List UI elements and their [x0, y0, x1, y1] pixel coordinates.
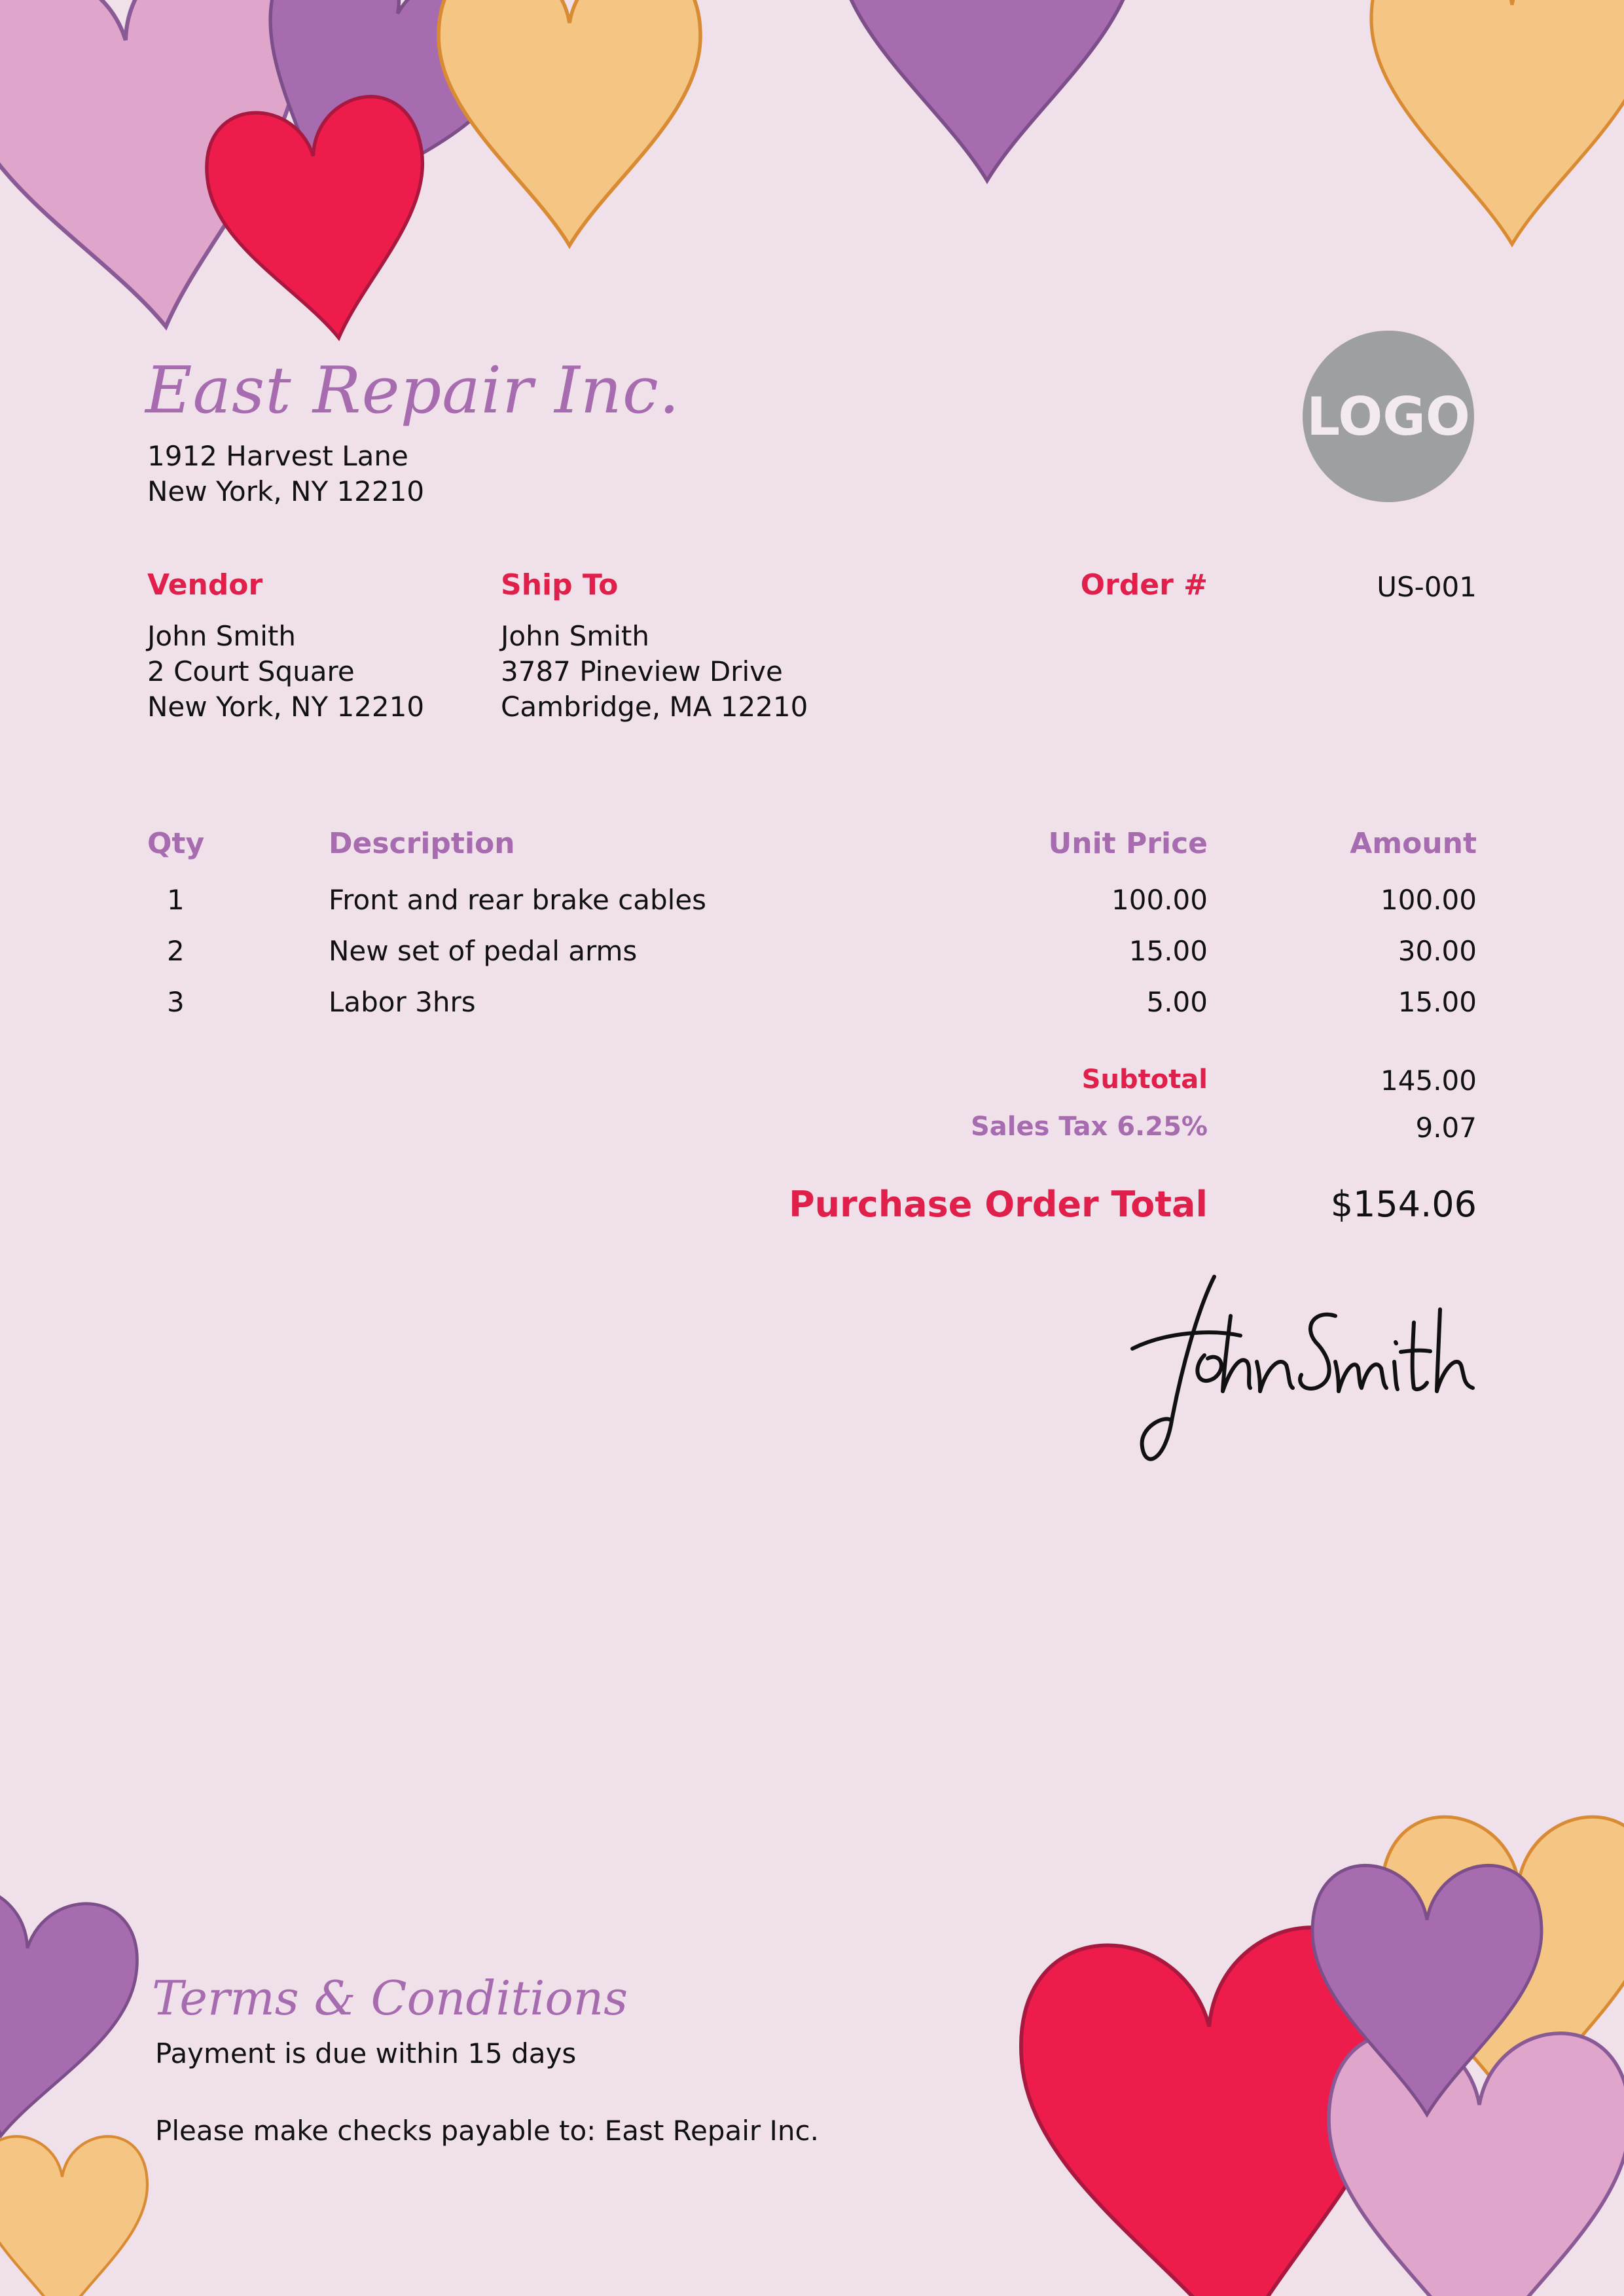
row-description: New set of pedal arms: [329, 935, 638, 967]
order-number-value: US-001: [1377, 571, 1477, 603]
heart-icon: [0, 2136, 147, 2296]
heart-icon: [439, 0, 700, 246]
company-address: [147, 439, 424, 509]
heart-icon: [0, 1880, 145, 2151]
heart-icon: [1312, 1865, 1542, 2115]
sales-tax-value: 9.07: [1415, 1112, 1477, 1144]
order-total-label: Purchase Order Total: [789, 1184, 1208, 1225]
company-address-line2: New York, NY 12210: [147, 475, 425, 507]
terms-line2: Please make checks payable to: East Repair Inc.: [155, 2115, 819, 2147]
subtotal-label: Subtotal: [1081, 1065, 1208, 1095]
heart-icon: [208, 0, 534, 255]
col-header-amount: Amount: [1350, 827, 1477, 860]
row-amount: 15.00: [1398, 986, 1477, 1018]
row-unit-price: 100.00: [1111, 884, 1208, 916]
col-header-unit-price: Unit Price: [1048, 827, 1208, 860]
col-header-description: Description: [329, 827, 515, 860]
order-total-value: $154.06: [1330, 1184, 1477, 1225]
heart-icon: [1371, 0, 1624, 244]
company-logo: LOGO: [1303, 331, 1474, 502]
terms-line1: Payment is due within 15 days: [155, 2037, 577, 2069]
row-qty: 3: [167, 986, 185, 1018]
vendor-line1: 2 Court Square: [147, 655, 355, 687]
row-qty: 1: [167, 884, 185, 916]
order-number-label: Order #: [1080, 568, 1208, 602]
row-qty: 2: [167, 935, 185, 967]
row-amount: 30.00: [1398, 935, 1477, 967]
row-unit-price: 5.00: [1146, 986, 1208, 1018]
heart-icon: [1381, 1817, 1624, 2116]
heart-icon: [1012, 1920, 1426, 2296]
heart-icon: [0, 0, 334, 350]
ship-to-line2: Cambridge, MA 12210: [501, 691, 808, 723]
vendor-name: John Smith: [147, 620, 297, 652]
row-amount: 100.00: [1380, 884, 1477, 916]
row-description: Labor 3hrs: [329, 986, 476, 1018]
heart-icon: [1329, 2033, 1624, 2296]
row-description: Front and rear brake cables: [329, 884, 707, 916]
vendor-line2: New York, NY 12210: [147, 691, 425, 723]
heart-icon: [199, 90, 446, 353]
ship-to-block: [501, 619, 808, 725]
company-address-line1: 1912 Harvest Lane: [147, 440, 408, 472]
sales-tax-label: Sales Tax 6.25%: [971, 1112, 1208, 1142]
subtotal-value: 145.00: [1380, 1065, 1477, 1097]
signature: [1126, 1270, 1479, 1480]
vendor-block: [147, 619, 424, 725]
ship-to-name: John Smith: [501, 620, 650, 652]
heart-icon: [837, 0, 1138, 181]
vendor-heading: Vendor: [147, 568, 263, 602]
ship-to-heading: Ship To: [501, 568, 619, 602]
ship-to-line1: 3787 Pineview Drive: [501, 655, 783, 687]
col-header-qty: Qty: [147, 827, 205, 860]
row-unit-price: 15.00: [1128, 935, 1208, 967]
terms-title: Terms & Conditions: [152, 1971, 628, 2026]
company-name: East Repair Inc.: [145, 354, 680, 428]
